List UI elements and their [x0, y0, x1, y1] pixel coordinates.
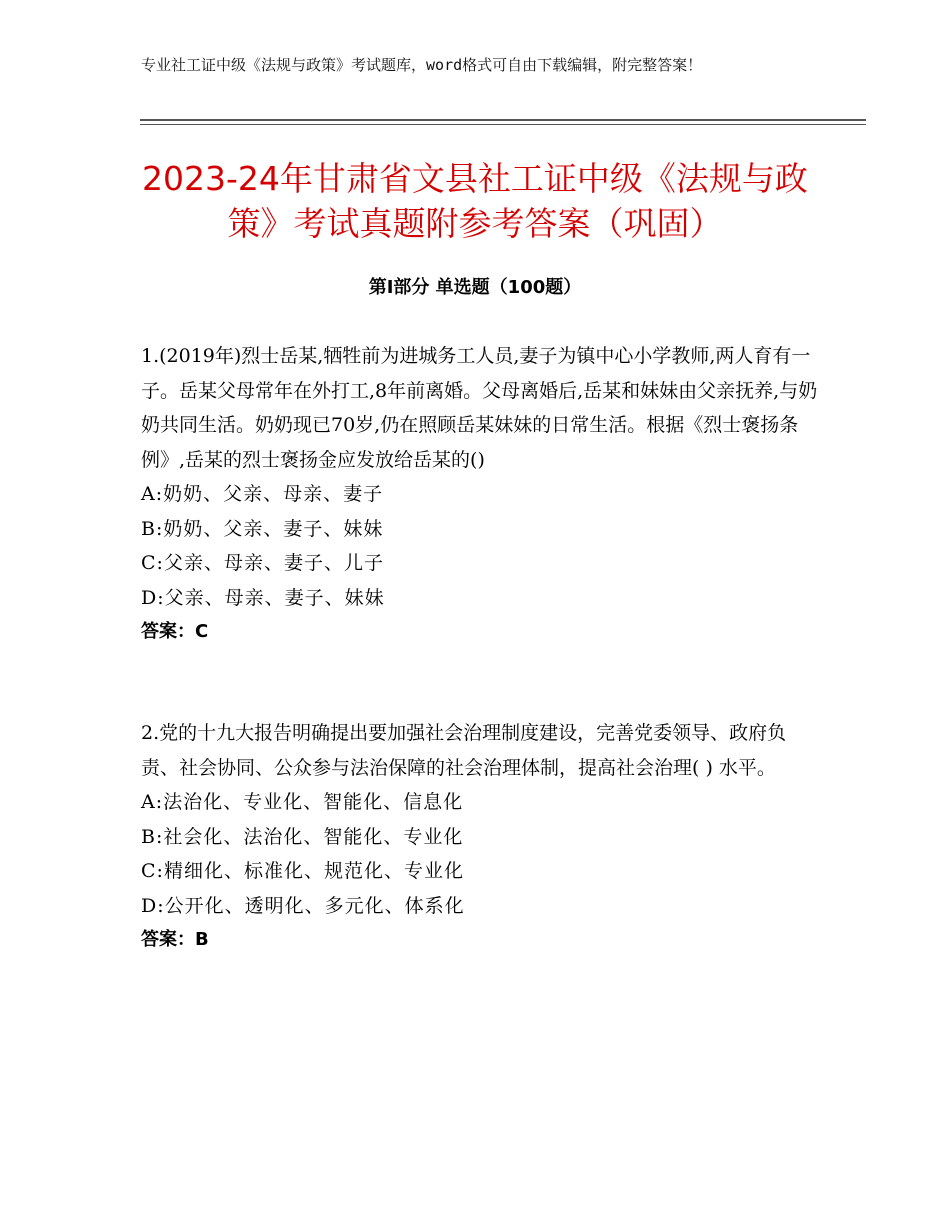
header-divider — [140, 119, 866, 121]
question-2-option-b: B:社会化、法治化、智能化、专业化 — [141, 825, 464, 848]
question-1-option-a: A:奶奶、父亲、母亲、妻子 — [141, 483, 384, 505]
document-title: 2023-24年甘肃省文县社工证中级《法规与政策》考试真题附参考答案（巩固） — [142, 159, 808, 243]
question-2-option-c: C:精细化、标准化、规范化、专业化 — [141, 860, 464, 882]
question-1 — [141, 339, 821, 650]
question-1-answer: 答案：C — [141, 621, 209, 642]
question-2-option-a: A:法治化、专业化、智能化、信息化 — [141, 791, 464, 813]
question-1-option-c: C:父亲、母亲、妻子、儿子 — [141, 552, 384, 574]
header-note: 专业社工证中级《法规与政策》考试题库，word格式可自由下载编辑，附完整答案！ — [141, 56, 703, 74]
question-1-stem: 1.(2019年)烈士岳某,牺牲前为进城务工人员,妻子为镇中心小学教师,两人育有一子。岳某父母常年在外打工,8年前离婚。父母离婚后,岳某和妹妹由父亲抚养,与奶奶共同生活。奶奶现已70岁,仍在照顾岳某妹妹的日常生活。根据《烈士褒扬条例》,岳某的烈士褒扬金应发放给岳某的() — [141, 345, 818, 471]
question-2-stem: 2.党的十九大报告明确提出要加强社会治理制度建设，完善党委领导、政府负责、社会协同、公众参与法治保障的社会治理体制，提高社会治理( ) 水平。 — [141, 722, 787, 779]
question-1-option-b: B:奶奶、父亲、妻子、妹妹 — [141, 517, 384, 540]
question-1-option-d: D:父亲、母亲、妻子、妹妹 — [141, 586, 385, 609]
question-2-answer: 答案：B — [141, 929, 209, 950]
header-divider-thin — [140, 124, 866, 125]
question-2-option-d: D:公开化、透明化、多元化、体系化 — [141, 894, 465, 917]
section-heading: 第Ⅰ部分 单选题（100题） — [368, 277, 582, 298]
question-2 — [141, 716, 821, 958]
